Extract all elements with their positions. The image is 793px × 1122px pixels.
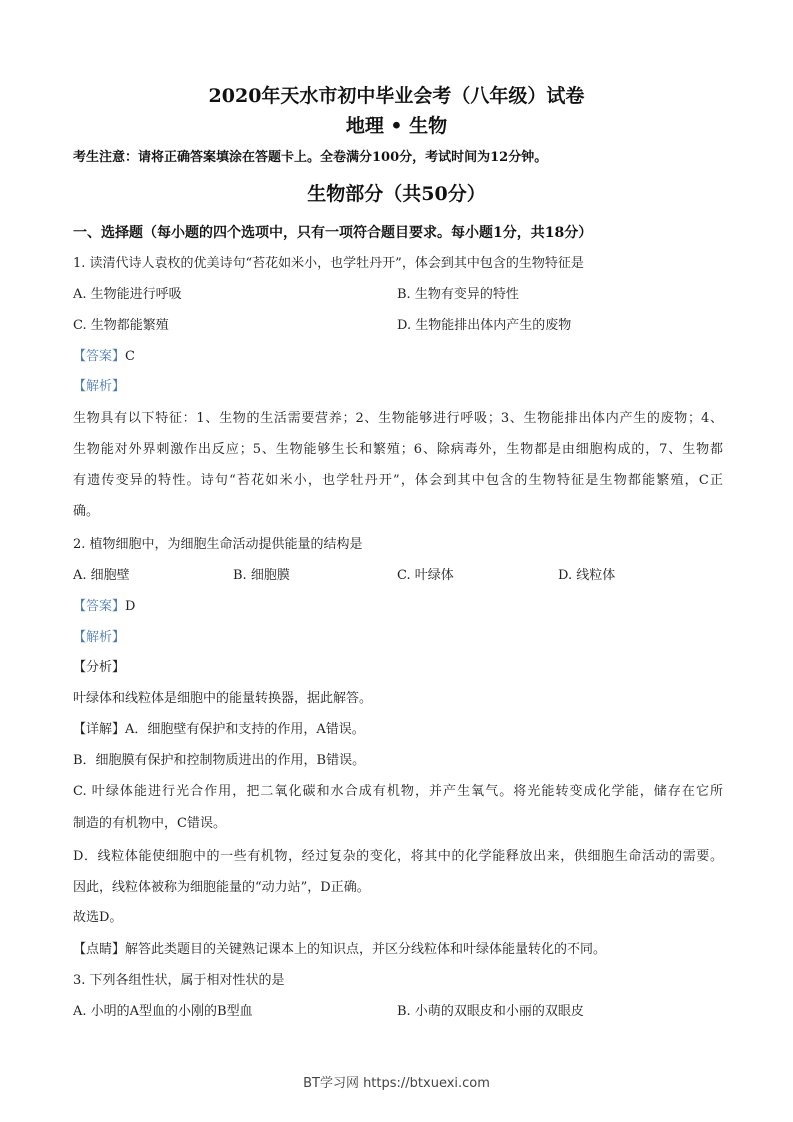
detail-label: 【详解】 [73,722,126,737]
answer-value: C [125,349,135,364]
q2-fenxi-text: 叶绿体和线粒体是细胞中的能量转换器，据此解答。 [73,691,373,706]
q2-detail-line: D．线粒体能使细胞中的一些有机物，经过复杂的变化，将其中的化学能释放出来，供细胞生命活动的需要。 [73,849,723,864]
q2-detail-line: 制造的有机物中，C错误。 [73,816,226,831]
q2-option-d: D. 线粒体 [558,568,616,583]
exam-notice: 考生注意：请将正确答案填涂在答题卡上。全卷满分100分，考试时间为12分钟。 [73,150,548,165]
question-1-stem: 1. 读清代诗人袁枚的优美诗句“苔花如米小，也学牡丹开”，体会到其中包含的生物特征是 [73,256,584,271]
q3-option-b: B. 小萌的双眼皮和小丽的双眼皮 [397,1004,584,1019]
q2-detail-line: C. 叶绿体能进行光合作用，把二氧化碳和水合成有机物，并产生氧气。将光能转变成化学能，储存在它所 [73,784,723,799]
comment-label: 【点睛】 [73,942,126,957]
answer-label: 【答案】 [73,599,126,614]
q3-option-a: A. 小明的A型血的小刚的B型血 [73,1004,253,1019]
footer-watermark: BT学习网 https://btxuexi.com [303,1076,490,1091]
q2-fenxi-label: 【分析】 [73,660,126,675]
q1-option-a: A. 生物能进行呼吸 [73,287,182,302]
q2-option-b: B. 细胞膜 [233,568,290,583]
q2-option-a: A. 细胞壁 [73,568,130,583]
q2-option-c: C. 叶绿体 [397,568,454,583]
q2-detail-line: B．细胞膜有保护和控制物质进出的作用，B错误。 [73,753,366,768]
q1-option-b: B. 生物有变异的特性 [397,287,519,302]
q2-detail-line: 因此，线粒体被称为细胞能量的“动力站”，D正确。 [73,880,370,895]
q1-explanation-line: 有遗传变异的特性。诗句“苔花如米小，也学牡丹开”，体会到其中包含的生物特征是生物都能繁殖，C正 [73,473,723,488]
question-2-stem: 2. 植物细胞中，为细胞生命活动提供能量的结构是 [73,537,363,552]
exam-title: 2020年天水市初中毕业会考（八年级）试卷 [208,85,585,107]
q2-answer [73,599,135,615]
q2-detail-line [73,722,365,738]
q2-conclusion: 故选D。 [73,910,123,925]
detail-text: A．细胞壁有保护和支持的作用，A错误。 [125,722,365,737]
q1-option-c: C. 生物都能繁殖 [73,318,169,333]
part-heading: 一、选择题（每小题的四个选项中，只有一项符合题目要求。每小题1分，共18分） [73,225,593,241]
section-title: 生物部分（共50分） [307,183,486,205]
answer-value: D [125,599,136,614]
q1-option-d: D. 生物能排出体内产生的废物 [397,318,572,333]
q1-analysis-label: 【解析】 [73,379,126,394]
q1-explanation-line: 生物能对外界刺激作出反应；5、生物能够生长和繁殖；6、除病毒外，生物都是由细胞构成的，7、生物都 [73,442,723,457]
q1-explanation-line: 确。 [73,504,100,519]
question-3-stem: 3. 下列各组性状，属于相对性状的是 [73,973,285,988]
q2-analysis-label: 【解析】 [73,630,126,645]
exam-subtitle: 地理 • 生物 [345,115,448,137]
q2-comment [73,942,606,958]
q1-answer [73,349,135,365]
answer-label: 【答案】 [73,349,126,364]
comment-text: 解答此类题目的关键熟记课本上的知识点，并区分线粒体和叶绿体能量转化的不同。 [125,942,607,957]
q1-explanation-line: 生物具有以下特征：1、生物的生活需要营养；2、生物能够进行呼吸；3、生物能排出体内产生的废物；4、 [73,411,723,426]
